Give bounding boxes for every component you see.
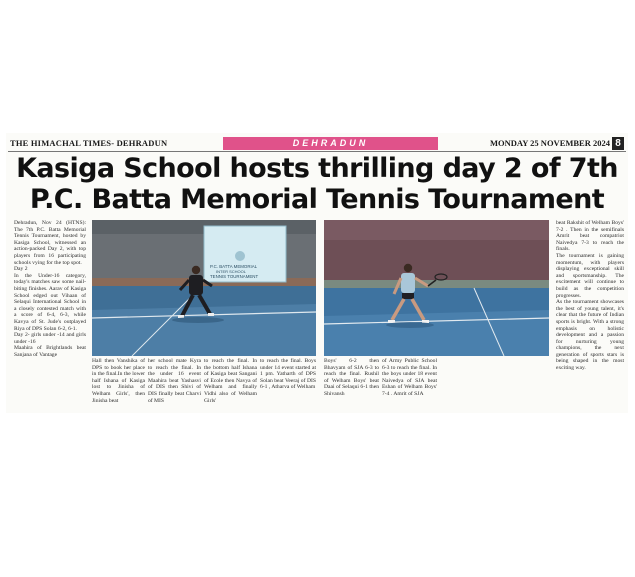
banner-line-1: P.C. BATTA MEMORIAL [210, 264, 258, 269]
headline-line-2: P.C. Batta Memorial Tennis Tournament [29, 184, 605, 215]
article-column-1 [14, 220, 86, 358]
article-column-3: her school mate Kyra to reach the final. In the under 16 event Maahira beat Yashasvi of DIS then Shivi of DIS finally beat Charvi of MIS [148, 358, 201, 404]
article-paragraph: Maahira of Brightlands beat Sanjana of Vantage [14, 345, 86, 358]
article-subhead: Day 2- girls under -14 and girls under -16 [14, 332, 86, 345]
section-label: DEHRADUN [223, 137, 438, 150]
photo-player-1 [92, 220, 316, 356]
newspaper-name: THE HIMACHAL TIMES- DEHRADUN [10, 138, 168, 148]
article-lead: Dehradun, Nov 24 (HTNS): The 7th P.C. Batta Memorial Tennis Tournament, hosted by Kasiga School, witnessed an action-packed Day 2, with top players from 16 participating schools vying for the top spot. [14, 220, 86, 266]
article-paragraph: In the Under-16 category, today's matches saw some nail-biting finishes. Aarav of Kasiga School edged out Vihaan of Selaqui International School in a closely contested match with a score of 6-4, 6-3, while Kavya of St. Jude's outplayed Riya of DPS Solan 6-2, 6-1. [14, 272, 86, 332]
article-column-6: Boys' 6-2 then Bhavyam of SJA 6-3 to reach the final. Rushil of Welham Boys' beat Daai of Selaqui 6-1 then Shivansh [324, 358, 379, 397]
article-column-7: of Army Public School 6-3 to reach the final. In the boys under 18 event Naivedya of SJA beat Eshan of Welham Boys' 7-4 . Amrit of SJA [382, 358, 437, 397]
headline [8, 153, 626, 215]
photo-player-2 [324, 220, 549, 356]
page-number: 8 [612, 137, 624, 150]
masthead [8, 137, 626, 151]
article-column-4: to reach the final. In the bottom half Ishana of Kasiga beat Sangani of Ecole then Navya of Welham and finally Vidhi also of Welham Girls' [204, 358, 257, 404]
article-subhead: Day 2 [14, 266, 28, 273]
article-paragraph: As the tournament showcases the best of young talent, it's clear that the future of Indian sports is bright. With a strong emphasis on holistic development and a passion for nurturing young champions, the next generation of sports stars is being shaped in the most exciting way. [556, 299, 624, 372]
article-column-2: Hall then Vanshika of DPS to book her place in the final.In the lower half Ishana of Kasiga lost to Jinisha of Welham Girls', then Jinisha beat [92, 358, 145, 404]
masthead-divider [8, 151, 626, 152]
article-paragraph: beat Rakshit of Welham Boys' 7-2 . Then in the semifinals Amrit beat compatriot Naivedya 7-3 to reach the finals. [556, 220, 624, 253]
headline-line-1: Kasiga School hosts thrilling day 2 of 7th [16, 153, 618, 184]
article-column-5: to reach the final. Boys under 14 event started at 1 pm. Yatharth of DPS Solan beat Veeraj of DIS 6-1 , Atharva of Welham [260, 358, 316, 391]
banner-line-3: TENNIS TOURNAMENT [210, 274, 259, 279]
issue-date: MONDAY 25 NOVEMBER 2024 [489, 138, 610, 148]
article-column-8 [556, 220, 624, 372]
tennis-photo-1 [92, 220, 316, 356]
article-paragraph: The tournament is gaining momentum, with players displaying exceptional skill and sportsmanship. The excitement will continue to build as the competition progresses. [556, 252, 624, 299]
banner-line-2: INTER SCHOOL [216, 269, 247, 274]
tennis-photo-2 [324, 220, 549, 356]
